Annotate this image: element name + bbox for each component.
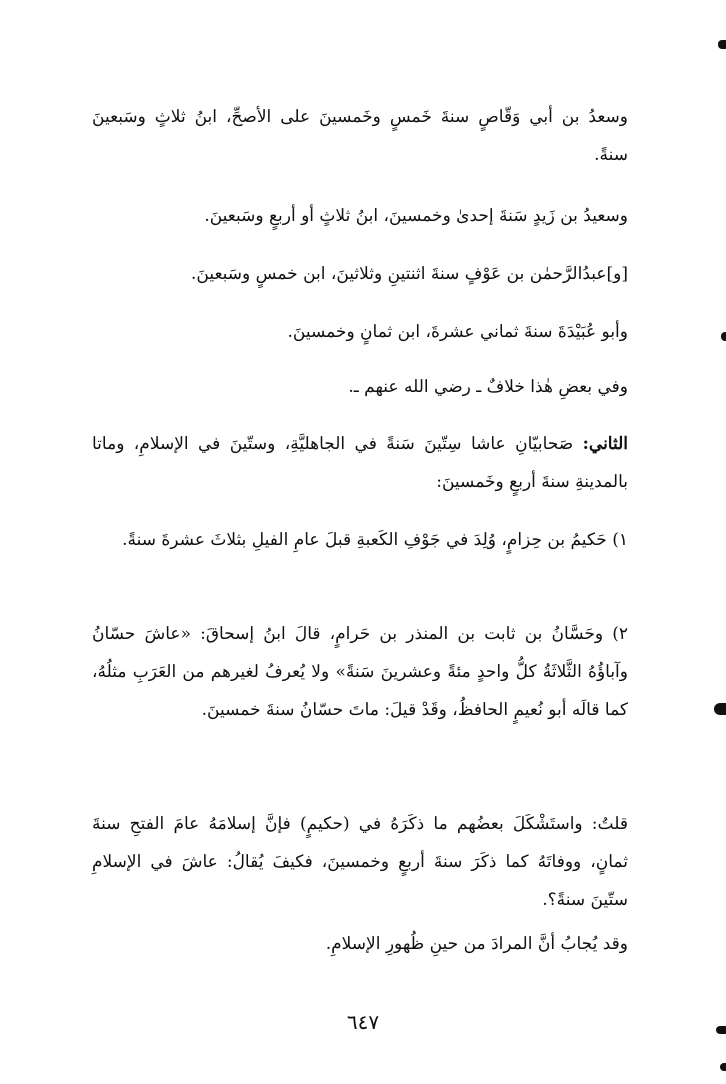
paragraph-hakim-ibn-hizam: ١) حَكيمُ بن حِزامٍ، وُلِدَ في جَوْفِ الكَعبةِ قبلَ عامِ الفيلِ بثلاثَ عشرةَ سنةً.	[122, 530, 628, 550]
paragraph-saad-ibn-abi-waqqas: وسعدُ بن أبي وَقّاصٍ سنةَ خَمسٍ وخَمسينَ على الأصحِّ، ابنُ ثلاثٍ وسَبعينَ سنةً.	[92, 107, 628, 165]
scan-edge-mark	[720, 1063, 726, 1071]
paragraph-abdurrahman-ibn-awf: [و]عبدُالرَّحمٰن بن عَوْفٍ سنةَ اثنتينِ وثلاثينَ، ابن خمسٍ وسَبعينَ.	[191, 264, 628, 284]
page-number: ٦٤٧	[346, 1010, 380, 1034]
scan-edge-mark	[714, 703, 726, 715]
paragraph-disagreement-note: وفي بعضِ هٰذا خلافٌ ـ رضي الله عنهم ـ.	[348, 377, 628, 397]
scan-edge-mark	[721, 332, 726, 341]
section-heading-second: الثاني:	[582, 434, 629, 454]
paragraph-objection: قلتُ: واستَشْكَلَ بعضُهم ما ذكَرَهُ في (حكيمٍ) فإنَّ إسلامَهُ عامَ الفتحِ سنةَ ثمانٍ، ووفاتَهُ كما ذكَرَ سنةَ أربعٍ وخمسينَ، فكيفَ يُقالُ: عاشَ في الإسلامِ ستّينَ سنةً؟.	[92, 814, 628, 910]
scan-edge-mark	[718, 40, 726, 49]
section-second-body: صَحابيّانِ عاشا سِتّينَ سَنةً في الجاهليَّةِ، وستّينَ في الإسلامِ، وماتا بالمدينةِ سنةَ أربعٍ وخَمسينَ:	[92, 434, 628, 492]
paragraph-section-second	[92, 425, 628, 501]
paragraph-hassan-ibn-thabit: ٢) وحَسَّانُ بن ثابت بن المنذر بن حَرامٍ، قالَ ابنُ إسحاقَ: «عاشَ حسّانُ وآباؤُهُ الثَّلاثَةُ كلُّ واحدٍ مئةً وعشرينَ سَنةً» ولا يُعرفُ لغيرهم من العَرَبِ مثلُهُ، كما قالَه أبو نُعيمٍ الحافظُ، وقَدْ قيلَ: ماتَ حسّانُ سنةَ خمسينَ.	[92, 624, 628, 720]
scan-edge-mark	[716, 1026, 726, 1034]
paragraph-abu-ubaydah: وأبو عُبَيْدَةَ سنةَ ثماني عشرةَ، ابن ثمانٍ وخمسينَ.	[287, 322, 628, 342]
paragraph-said-ibn-zayd: وسعيدُ بن زَيدٍ سَنةَ إحدىٰ وخمسينَ، ابنُ ثلاثٍ أو أربعٍ وسَبعينَ.	[204, 206, 628, 226]
paragraph-answer: وقد يُجابُ أنَّ المرادَ من حينِ ظُهورِ الإسلامِ.	[325, 934, 628, 954]
